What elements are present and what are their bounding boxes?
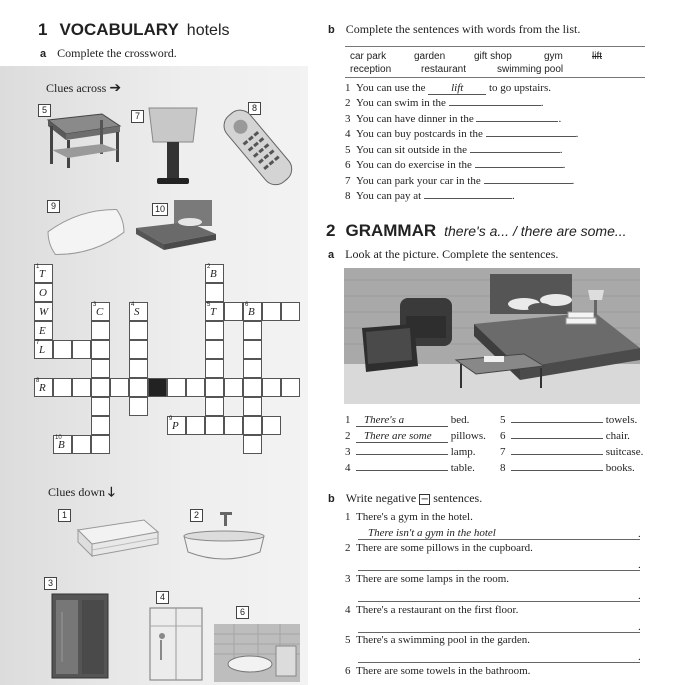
word-item: garden xyxy=(414,51,446,62)
crossword-cell[interactable] xyxy=(205,302,224,321)
hotel-room-picture xyxy=(344,268,640,404)
grammar-part-a xyxy=(328,247,558,262)
crossword-cell[interactable] xyxy=(129,340,148,359)
item-word: lamp. xyxy=(450,446,476,458)
cell-number: 1 xyxy=(36,264,40,270)
crossword-cell[interactable] xyxy=(34,340,53,359)
grammar-item xyxy=(500,446,643,458)
clues-down-text: Clues down xyxy=(48,485,105,499)
clues-across-label xyxy=(46,80,121,96)
sentence-text: to go upstairs. xyxy=(488,82,551,94)
sentence-text: You can sit outside in the xyxy=(356,144,468,156)
crossword-cell[interactable] xyxy=(205,397,224,416)
item-text: There are some pillows in the cupboard. xyxy=(356,542,533,554)
grammar-item xyxy=(500,414,637,426)
item-word: books. xyxy=(605,462,635,474)
neg-item xyxy=(345,511,473,523)
section-subtitle: hotels xyxy=(186,22,230,39)
word-item: gift shop xyxy=(474,51,512,62)
item-number: 5 xyxy=(500,414,506,426)
item-number: 4 xyxy=(345,462,351,474)
instruction: Complete the crossword. xyxy=(57,46,177,60)
crossword-cell[interactable] xyxy=(34,321,53,340)
grammar-item xyxy=(345,430,486,443)
cell-letter: P xyxy=(172,420,179,432)
sentence-number: 6 xyxy=(345,159,351,171)
bathroom-picture xyxy=(214,624,300,682)
word-item: reception xyxy=(350,64,392,75)
section-number: 2 xyxy=(326,221,336,240)
item-word: pillows. xyxy=(450,430,486,442)
clue-number: 7 xyxy=(131,110,144,123)
lamp-picture xyxy=(145,104,201,188)
crossword-cell[interactable] xyxy=(53,340,72,359)
cell-letter: E xyxy=(39,325,46,337)
coffee-table-picture xyxy=(42,112,122,170)
instruction: Write negative xyxy=(345,491,417,505)
clue-number: 4 xyxy=(156,591,169,604)
part-label: b xyxy=(328,493,335,505)
towels-picture xyxy=(74,514,160,560)
vocab-part-a xyxy=(40,46,177,61)
cell-letter: B xyxy=(248,306,255,318)
wardrobe-picture xyxy=(48,592,112,682)
sentence-text: . xyxy=(559,144,563,156)
sentence-number: 7 xyxy=(345,175,351,187)
item-number: 6 xyxy=(500,430,506,442)
item-word: chair. xyxy=(605,430,630,442)
arrow-right-icon: ➔ xyxy=(109,80,122,96)
item-number: 2 xyxy=(345,542,351,554)
sentence-text: You can do exercise in the xyxy=(356,159,472,171)
sentence xyxy=(345,144,563,156)
section-subtitle: there's a... / there are some... xyxy=(444,223,627,239)
sentence-number: 4 xyxy=(345,128,351,140)
crossword-cell[interactable] xyxy=(243,340,262,359)
cell-letter: B xyxy=(58,439,65,451)
crossword-cell[interactable] xyxy=(91,416,110,435)
sentence-text: . xyxy=(562,159,566,171)
crossword-cell[interactable] xyxy=(186,378,205,397)
grammar-item xyxy=(500,430,630,442)
item-word: bed. xyxy=(450,414,470,426)
answer-field[interactable] xyxy=(470,152,560,153)
crossword-cell[interactable] xyxy=(167,416,186,435)
item-text: There's a swimming pool in the garden. xyxy=(356,634,530,646)
crossword-cell[interactable] xyxy=(110,378,129,397)
clue-number: 1 xyxy=(58,509,71,522)
crossword-cell[interactable] xyxy=(72,435,91,454)
item-text: There are some lamps in the room. xyxy=(356,573,510,585)
bed-picture xyxy=(136,200,216,252)
cell-letter: R xyxy=(39,382,46,394)
crossword-cell[interactable] xyxy=(243,321,262,340)
crossword-cell[interactable] xyxy=(91,378,110,397)
grammar-item xyxy=(345,446,476,458)
bath-picture xyxy=(180,510,266,570)
crossword-cell[interactable] xyxy=(205,340,224,359)
clue-number: 6 xyxy=(236,606,249,619)
answer-field[interactable] xyxy=(511,454,603,455)
answer-field[interactable] xyxy=(484,183,572,184)
cell-number: 4 xyxy=(131,302,135,308)
word-item: restaurant xyxy=(421,64,467,75)
sentence-text: . xyxy=(575,128,579,140)
crossword-cell[interactable] xyxy=(205,264,224,283)
sentence-number: 2 xyxy=(345,97,351,109)
answer-field[interactable] xyxy=(486,136,576,137)
crossword-cell[interactable] xyxy=(91,359,110,378)
full-stop: . xyxy=(638,559,641,571)
word-item: car park xyxy=(350,51,387,62)
sentence-text: You can park your car in the xyxy=(356,175,481,187)
part-label: a xyxy=(40,48,47,60)
instruction: Complete the sentences with words from the list. xyxy=(345,22,581,36)
crossword-cell[interactable] xyxy=(72,340,91,359)
crossword-cell[interactable] xyxy=(281,378,300,397)
answer-field[interactable] xyxy=(356,470,448,471)
cell-number: 6 xyxy=(245,302,249,308)
crossword-cell[interactable] xyxy=(53,378,72,397)
section-title: GRAMMAR xyxy=(345,221,437,240)
neg-item xyxy=(345,542,533,554)
item-word: suitcase. xyxy=(605,446,644,458)
section-number: 1 xyxy=(38,20,48,39)
grammar-part-b xyxy=(328,491,482,506)
full-stop: . xyxy=(638,621,641,633)
neg-item xyxy=(345,573,509,585)
item-number: 6 xyxy=(345,665,351,677)
sentence xyxy=(345,190,515,202)
cell-number: 9 xyxy=(169,416,173,422)
cell-letter: T xyxy=(39,268,46,280)
answer-line[interactable] xyxy=(358,601,640,602)
clues-down-label xyxy=(48,483,115,505)
crossword-cell[interactable] xyxy=(91,435,110,454)
answer-line[interactable] xyxy=(358,662,640,663)
grammar-item xyxy=(345,414,469,427)
crossword-cell[interactable] xyxy=(129,321,148,340)
crossword-cell[interactable] xyxy=(205,359,224,378)
crossword-cell[interactable] xyxy=(205,283,224,302)
clues-across-text: Clues across xyxy=(46,81,107,95)
cell-number: 10 xyxy=(55,435,62,441)
answer-field[interactable] xyxy=(511,422,603,423)
crossword-cell[interactable] xyxy=(91,340,110,359)
part-label: a xyxy=(328,249,335,261)
item-number: 4 xyxy=(345,604,351,616)
answer-line[interactable] xyxy=(358,570,640,571)
sentence xyxy=(345,97,543,109)
remote-control-picture xyxy=(218,106,298,186)
section-title: VOCABULARY xyxy=(59,20,179,39)
item-text: There's a gym in the hotel. xyxy=(356,511,473,523)
crossword-cell[interactable] xyxy=(281,302,300,321)
crossword-cell[interactable] xyxy=(129,302,148,321)
crossword-cell[interactable] xyxy=(205,378,224,397)
crossword-cell[interactable] xyxy=(262,302,281,321)
cell-letter: T xyxy=(210,306,217,318)
crossword-black-cell xyxy=(148,378,167,397)
instruction: Look at the picture. Complete the sentences. xyxy=(345,247,559,261)
sentence-text: . xyxy=(511,190,515,202)
word-list-box xyxy=(345,46,645,78)
crossword-cell[interactable] xyxy=(243,359,262,378)
crossword-cell[interactable] xyxy=(205,321,224,340)
crossword-cell[interactable] xyxy=(186,416,205,435)
instruction: sentences. xyxy=(433,491,483,505)
answer-field[interactable] xyxy=(511,438,603,439)
clue-number: 5 xyxy=(38,104,51,117)
answer-field[interactable]: There's a xyxy=(356,414,448,427)
arrow-down-icon: 🡓 xyxy=(108,485,115,500)
sentence-number: 5 xyxy=(345,144,351,156)
crossword-cell[interactable] xyxy=(129,378,148,397)
sentence-number: 3 xyxy=(345,113,351,125)
crossword-cell[interactable] xyxy=(243,397,262,416)
crossword-cell[interactable] xyxy=(53,435,72,454)
answer-field[interactable]: lift xyxy=(428,82,486,95)
crossword-cell[interactable] xyxy=(262,416,281,435)
neg-item xyxy=(345,604,518,616)
full-stop: . xyxy=(638,590,641,602)
clue-number: 8 xyxy=(248,102,261,115)
sentence-number: 8 xyxy=(345,190,351,202)
answer-field[interactable] xyxy=(424,198,512,199)
cell-letter: S xyxy=(134,306,140,318)
item-word: table. xyxy=(450,462,475,474)
cell-number: 5 xyxy=(207,302,211,308)
crossword-cell[interactable] xyxy=(224,416,243,435)
sentence-text: You can have dinner in the xyxy=(356,113,474,125)
cell-letter: C xyxy=(96,306,104,318)
sentence xyxy=(345,82,551,95)
crossword-cell[interactable] xyxy=(224,302,243,321)
crossword-cell[interactable] xyxy=(91,397,110,416)
part-b-header xyxy=(328,22,580,37)
crossword-cell[interactable] xyxy=(91,302,110,321)
item-text: There's a restaurant on the first floor. xyxy=(356,604,519,616)
part-label: b xyxy=(328,24,335,36)
clue-number: 3 xyxy=(44,577,57,590)
neg-item xyxy=(345,634,530,646)
item-text: There are some towels in the bathroom. xyxy=(356,665,531,677)
sentence-text: You can pay at xyxy=(356,190,422,202)
sentence-text: You can buy postcards in the xyxy=(356,128,483,140)
sentence-text: . xyxy=(571,175,575,187)
item-number: 3 xyxy=(345,446,351,458)
answer-field[interactable] xyxy=(475,167,563,168)
sentence-text: You can swim in the xyxy=(356,97,446,109)
item-number: 2 xyxy=(345,430,351,442)
item-number: 1 xyxy=(345,511,351,523)
answer-line[interactable] xyxy=(358,539,640,540)
crossword-cell[interactable] xyxy=(243,435,262,454)
word-item-used: lift xyxy=(592,51,602,62)
cell-letter: B xyxy=(210,268,217,280)
sentence xyxy=(345,113,561,125)
crossword-cell[interactable] xyxy=(34,378,53,397)
crossword-cell[interactable] xyxy=(34,264,53,283)
crossword-cell[interactable] xyxy=(243,302,262,321)
pillow-picture xyxy=(42,200,130,262)
vocab-heading xyxy=(38,20,230,40)
answer-line[interactable] xyxy=(358,632,640,633)
crossword-cell[interactable] xyxy=(205,416,224,435)
crossword-cell[interactable] xyxy=(34,283,53,302)
crossword-cell[interactable] xyxy=(167,378,186,397)
crossword-cell[interactable] xyxy=(243,416,262,435)
sentence-text: . xyxy=(540,97,544,109)
word-item: swimming pool xyxy=(497,64,564,75)
item-number: 8 xyxy=(500,462,506,474)
item-number: 3 xyxy=(345,573,351,585)
crossword-cell[interactable] xyxy=(243,378,262,397)
cell-number: 2 xyxy=(207,264,211,270)
sentence xyxy=(345,128,578,140)
clue-number: 10 xyxy=(152,203,168,216)
minus-icon: − xyxy=(420,494,429,505)
crossword-cell[interactable] xyxy=(224,378,243,397)
crossword-cell[interactable] xyxy=(34,302,53,321)
item-number: 5 xyxy=(345,634,351,646)
cell-number: 7 xyxy=(36,340,40,346)
cell-letter: O xyxy=(39,287,47,299)
crossword-cell[interactable] xyxy=(72,378,91,397)
crossword-cell[interactable] xyxy=(129,359,148,378)
crossword-cell[interactable] xyxy=(91,321,110,340)
word-item: gym xyxy=(544,51,563,62)
sentence-text: . xyxy=(558,113,562,125)
answer-field[interactable]: There isn't a gym in the hotel xyxy=(368,527,496,539)
sentence-number: 1 xyxy=(345,82,351,94)
item-number: 7 xyxy=(500,446,506,458)
sentence-text: You can use the xyxy=(356,82,426,94)
cell-number: 3 xyxy=(93,302,97,308)
cell-letter: W xyxy=(39,306,49,318)
cell-number: 8 xyxy=(36,378,40,384)
sentence xyxy=(345,175,574,187)
answer-field[interactable]: There are some xyxy=(356,430,448,443)
grammar-heading xyxy=(326,221,627,241)
grammar-item xyxy=(345,462,475,474)
crossword-cell[interactable] xyxy=(129,397,148,416)
answer-field[interactable] xyxy=(511,470,603,471)
clue-number: 2 xyxy=(190,509,203,522)
grammar-item xyxy=(500,462,635,474)
item-word: towels. xyxy=(605,414,638,426)
item-number: 1 xyxy=(345,414,351,426)
shower-picture xyxy=(146,606,206,682)
full-stop: . xyxy=(638,528,641,540)
answer-field[interactable] xyxy=(476,121,558,122)
full-stop: . xyxy=(638,651,641,663)
clue-number: 9 xyxy=(47,200,60,213)
neg-item xyxy=(345,665,530,677)
answer-field[interactable] xyxy=(356,454,448,455)
crossword-cell[interactable] xyxy=(262,378,281,397)
cell-letter: L xyxy=(39,344,46,356)
sentence xyxy=(345,159,565,171)
answer-field[interactable] xyxy=(449,105,541,106)
